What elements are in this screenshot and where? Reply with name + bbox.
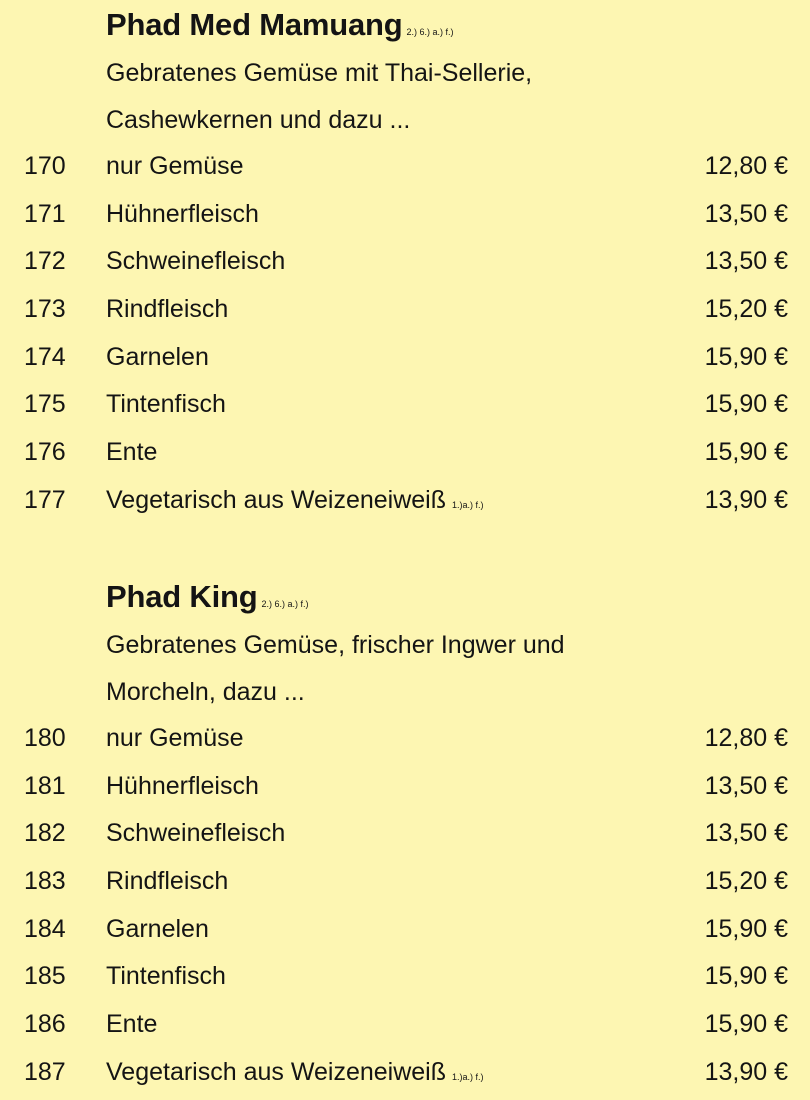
menu-item-row [0,956,810,1004]
menu-item-row [0,909,810,957]
item-number: 181 [24,771,66,800]
menu-item-row [0,718,810,766]
item-price: 12,80 € [704,724,788,752]
item-name: Hühnerfleisch [106,771,259,800]
item-name: nur Gemüse [106,152,244,180]
item-number: 171 [24,199,66,228]
item-price: 12,80 € [704,152,788,180]
dish-title-text: Phad Med Mamuang [106,7,403,42]
menu-item-row [0,1052,810,1100]
dish-description-line-2: Morcheln, dazu ... [106,678,305,706]
menu-item-row [0,194,810,242]
item-name [106,1052,484,1092]
item-name: Tintenfisch [106,390,226,419]
dish-description-line-1: Gebratenes Gemüse, frischer Ingwer und [106,631,565,659]
dish-description-line-2: Cashewkernen und dazu ... [106,106,411,134]
menu-item-row [0,480,810,528]
menu-item-row [0,813,810,861]
dish-title [106,576,309,618]
item-name: Garnelen [106,342,209,371]
item-price: 15,90 € [704,390,788,419]
item-number: 184 [24,914,66,943]
item-number: 187 [24,1057,66,1086]
item-number: 175 [24,390,66,419]
menu-item-row [0,241,810,289]
menu-items-list [0,146,810,528]
item-name [106,480,484,520]
menu-item-row [0,861,810,909]
menu-item-row [0,432,810,480]
item-number: 183 [24,867,66,896]
item-price: 15,90 € [704,1010,788,1039]
item-allergens: 1.)a.) f.) [452,499,484,510]
menu-item-row [0,146,810,194]
menu-item-row [0,289,810,337]
menu-item-row [0,384,810,432]
item-number: 180 [24,724,66,752]
item-price: 15,90 € [704,342,788,371]
item-price: 15,90 € [704,962,788,991]
dish-title-text: Phad King [106,579,258,614]
item-number: 176 [24,438,66,467]
dish-allergens: 2.) 6.) a.) f.) [406,27,454,37]
item-name: Garnelen [106,914,209,943]
item-name-text: Vegetarisch aus Weizeneiweiß [106,1057,446,1086]
menu-item-row [0,1004,810,1052]
item-name: Schweinefleisch [106,819,286,848]
item-number: 174 [24,342,66,371]
item-name: Ente [106,1010,158,1039]
item-price: 13,90 € [704,1057,788,1086]
item-name: Rindfleisch [106,867,229,896]
item-number: 172 [24,247,66,276]
item-price: 15,20 € [704,295,788,324]
item-number: 173 [24,295,66,324]
item-name: Hühnerfleisch [106,199,259,228]
item-number: 170 [24,152,66,180]
item-price: 13,50 € [704,819,788,848]
item-name-text: Vegetarisch aus Weizeneiweiß [106,485,446,514]
dish-description-line-1: Gebratenes Gemüse mit Thai-Sellerie, [106,59,533,87]
item-number: 186 [24,1010,66,1039]
item-price: 15,90 € [704,438,788,467]
item-number: 177 [24,485,66,514]
item-price: 13,50 € [704,247,788,276]
item-price: 13,50 € [704,771,788,800]
item-allergens: 1.)a.) f.) [452,1071,484,1082]
item-price: 13,90 € [704,485,788,514]
item-price: 15,90 € [704,914,788,943]
item-price: 13,50 € [704,199,788,228]
item-name: Schweinefleisch [106,247,286,276]
item-number: 185 [24,962,66,991]
item-name: nur Gemüse [106,724,244,752]
menu-item-row [0,766,810,814]
item-name: Tintenfisch [106,962,226,991]
dish-allergens: 2.) 6.) a.) f.) [261,599,309,609]
item-name: Ente [106,438,158,467]
item-price: 15,20 € [704,867,788,896]
menu-item-row [0,337,810,385]
dish-title [106,4,454,46]
menu-items-list [0,718,810,1100]
item-name: Rindfleisch [106,295,229,324]
item-number: 182 [24,819,66,848]
